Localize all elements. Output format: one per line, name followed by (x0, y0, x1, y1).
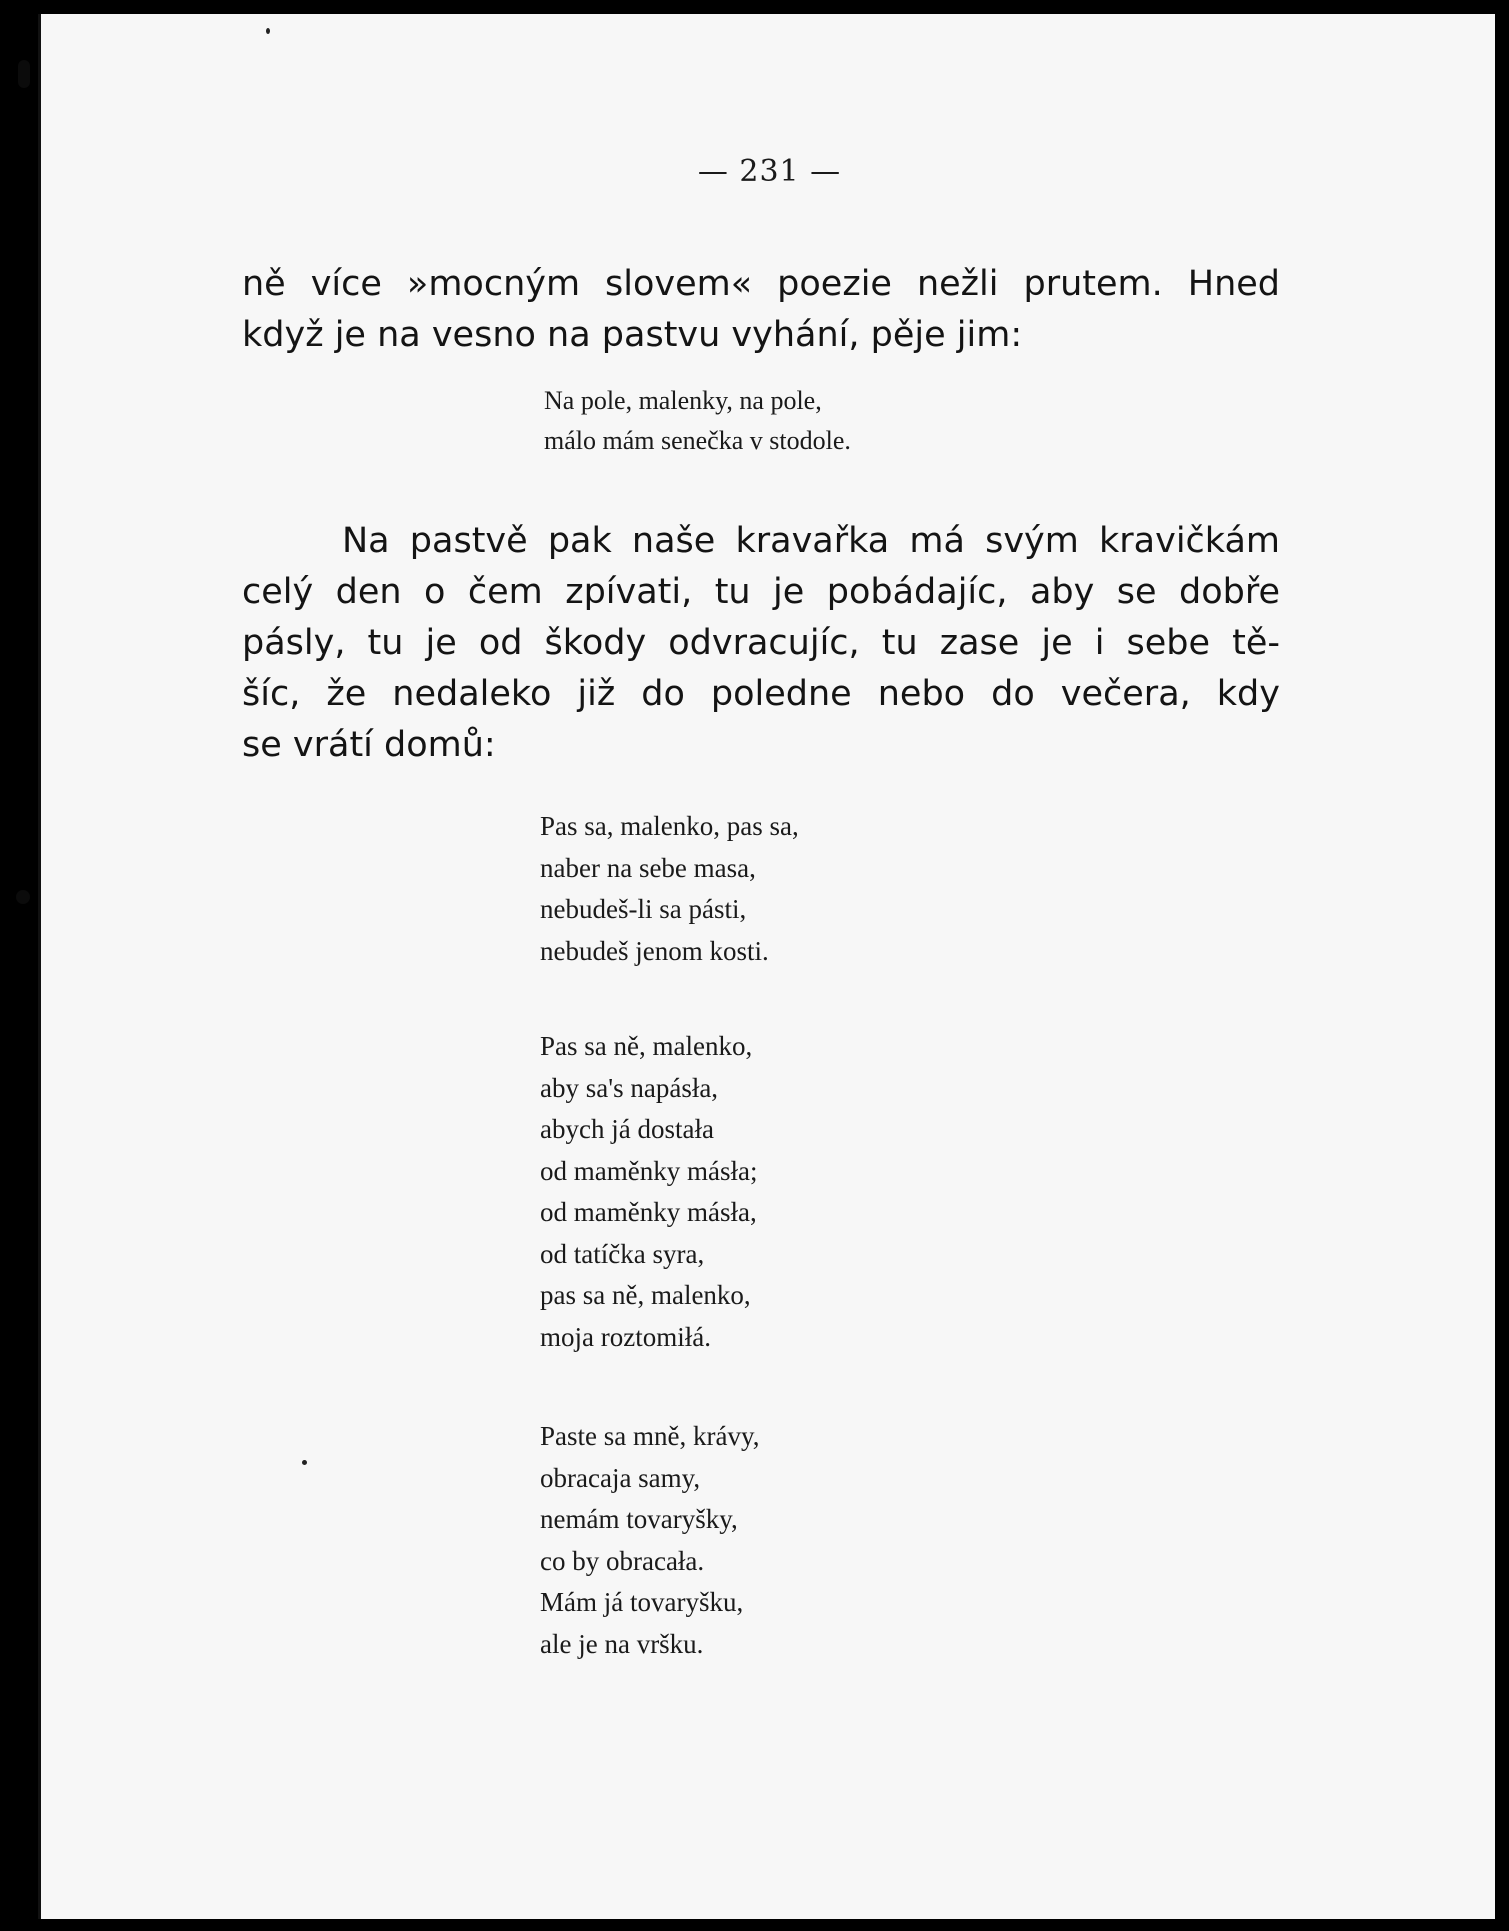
binding-mark (16, 890, 30, 904)
verse-line: od maměnky másła, (540, 1197, 757, 1227)
verse-line: Paste sa mně, krávy, (540, 1421, 760, 1451)
paragraph-line: Na pastvě pak naše kravařka má svým kravičkám (342, 521, 1280, 561)
paragraph-line: celý den o čem zpívati, tu je pobádajíc, aby se dobře (242, 572, 1280, 612)
verse-stanza-3 (540, 1026, 757, 1358)
paragraph-1 (242, 259, 1280, 361)
ink-speck (302, 1460, 307, 1465)
paragraph-line: když je na vesno na pastvu vyhání, pěje jim: (242, 315, 1023, 355)
verse-line: nebudeš jenom kosti. (540, 935, 769, 966)
verse-line: aby sa's napásła, (540, 1072, 719, 1103)
verse-stanza-1 (544, 381, 851, 461)
verse-line: abych já dostała (540, 1114, 714, 1144)
paragraph-line: šíc, že nedaleko již do poledne nebo do večera, kdy (242, 674, 1280, 714)
paragraph-line: pásly, tu je od škody odvracujíc, tu zase je i sebe tě- (242, 623, 1280, 663)
ink-speck (266, 28, 270, 34)
verse-line: málo mám senečka v stodole. (544, 426, 851, 455)
verse-line: moja roztomiłá. (540, 1321, 711, 1352)
verse-line: naber na sebe masa, (540, 852, 756, 883)
paragraph-2 (242, 516, 1280, 771)
verse-line: od maměnky másła; (540, 1155, 758, 1186)
verse-line: nebudeš-li sa pásti, (540, 894, 747, 924)
page-number: — 231 — (697, 154, 842, 189)
verse-line: ale je na vršku. (540, 1628, 704, 1659)
book-page (38, 14, 1495, 1919)
paragraph-line: ně více »mocným slovem« poezie nežli prutem. Hned (242, 264, 1280, 304)
verse-line: od tatíčka syra, (540, 1238, 705, 1269)
verse-line: Mám já tovaryšku, (540, 1587, 744, 1617)
verse-line: Na pole, malenky, na pole, (544, 386, 822, 415)
verse-line: Pas sa, malenko, pas sa, (540, 811, 799, 841)
verse-line: Pas sa ně, malenko, (540, 1031, 753, 1061)
verse-line: pas sa ně, malenko, (540, 1280, 751, 1310)
verse-line: nemám tovaryšky, (540, 1504, 738, 1534)
verse-line: co by obracała. (540, 1545, 705, 1576)
paragraph-line: se vrátí domů: (242, 725, 496, 765)
binding-mark (18, 60, 30, 88)
verse-line: obracaja samy, (540, 1462, 701, 1493)
verse-stanza-4 (540, 1416, 759, 1665)
verse-stanza-2 (540, 806, 799, 972)
